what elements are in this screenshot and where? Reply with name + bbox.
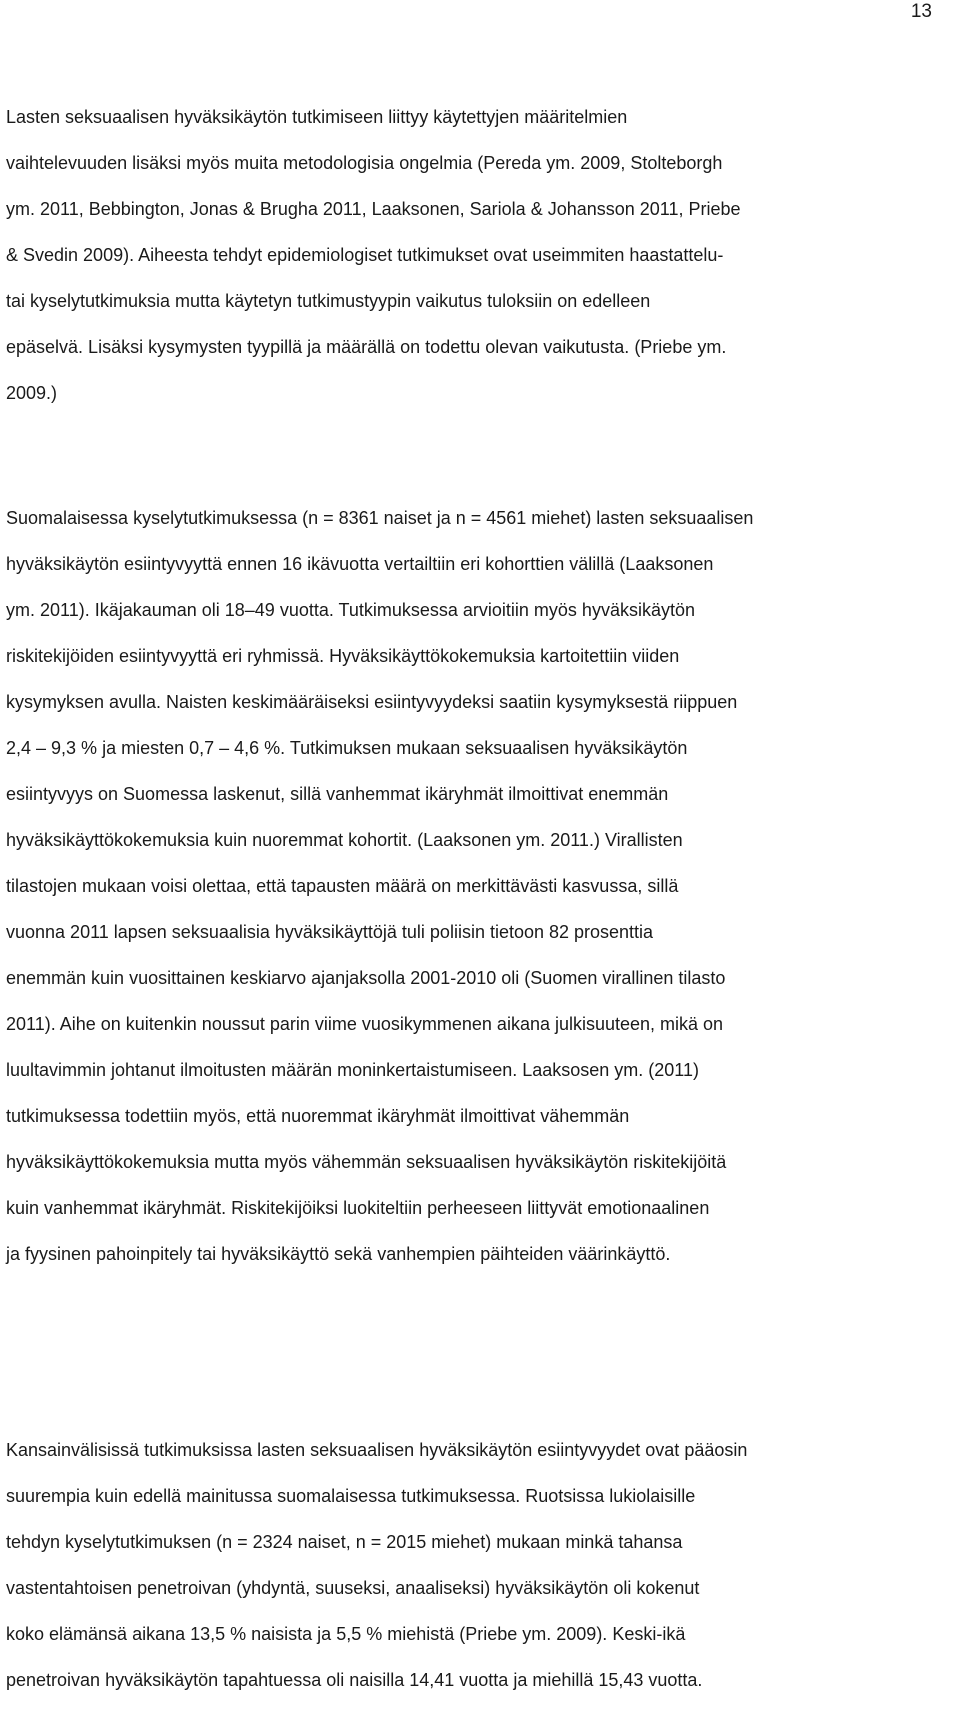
text-line: Lasten seksuaalisen hyväksikäytön tutkimiseen liittyy käytettyjen määritelmien [6,107,628,127]
text-line: vaihtelevuuden lisäksi myös muita metodologisia ongelmia (Pereda ym. 2009, Stolteborgh [6,153,723,173]
text-line: ym. 2011). Ikäjakauman oli 18–49 vuotta. Tutkimuksessa arvioitiin myös hyväksikäytön [6,600,695,620]
paragraph-international-studies [6,1427,954,1703]
page-number: 13 [910,1,932,22]
text-line: epäselvä. Lisäksi kysymysten tyypillä ja määrällä on todettu olevan vaikutusta. (Priebe ym. [6,337,727,357]
text-line: kysymyksen avulla. Naisten keskimääräiseksi esiintyvyydeksi saatiin kysymyksestä riippuen [6,692,738,712]
text-line: tilastojen mukaan voisi olettaa, että tapausten määrä on merkittävästi kasvussa, sillä [6,876,679,896]
text-line: suurempia kuin edellä mainitussa suomalaisessa tutkimuksessa. Ruotsissa lukiolaisille [6,1486,696,1506]
text-line: & Svedin 2009). Aiheesta tehdyt epidemiologiset tutkimukset ovat useimmiten haastattelu- [6,245,724,265]
text-line: 2009.) [6,383,58,403]
text-line: 2,4 – 9,3 % ja miesten 0,7 – 4,6 %. Tutkimuksen mukaan seksuaalisen hyväksikäytön [6,738,688,758]
text-line: tai kyselytutkimuksia mutta käytetyn tutkimustyypin vaikutus tuloksiin on edelleen [6,291,651,311]
text-line: ym. 2011, Bebbington, Jonas & Brugha 2011, Laaksonen, Sariola & Johansson 2011, Priebe [6,199,741,219]
paragraph-finnish-survey [6,495,954,1277]
text-line: hyväksikäyttökokemuksia kuin nuoremmat kohortit. (Laaksonen ym. 2011.) Virallisten [6,830,683,850]
text-line: esiintyvyys on Suomessa laskenut, sillä vanhemmat ikäryhmät ilmoittivat enemmän [6,784,669,804]
text-line: Suomalaisessa kyselytutkimuksessa (n = 8361 naiset ja n = 4561 miehet) lasten seksuaalisen [6,508,754,528]
text-line: kuin vanhemmat ikäryhmät. Riskitekijöiksi luokiteltiin perheeseen liittyvät emotionaalinen [6,1198,710,1218]
text-line: vastentahtoisen penetroivan (yhdyntä, suuseksi, anaaliseksi) hyväksikäytön oli kokenut [6,1578,700,1598]
text-line: Kansainvälisissä tutkimuksissa lasten seksuaalisen hyväksikäytön esiintyvyydet ovat pääosin [6,1440,748,1460]
text-line: hyväksikäyttökokemuksia mutta myös vähemmän seksuaalisen hyväksikäytön riskitekijöitä [6,1152,727,1172]
text-line: koko elämänsä aikana 13,5 % naisista ja 5,5 % miehistä (Priebe ym. 2009). Keski-ikä [6,1624,686,1644]
text-line: ja fyysinen pahoinpitely tai hyväksikäyttö sekä vanhempien päihteiden väärinkäyttö. [6,1244,671,1264]
text-line: 2011). Aihe on kuitenkin noussut parin viime vuosikymmenen aikana julkisuuteen, mikä on [6,1014,724,1034]
text-line: tutkimuksessa todettiin myös, että nuoremmat ikäryhmät ilmoittivat vähemmän [6,1106,630,1126]
paragraph-methodological-problems [6,94,954,416]
text-line: riskitekijöiden esiintyvyyttä eri ryhmissä. Hyväksikäyttökokemuksia kartoitettiin viiden [6,646,680,666]
text-line: luultavimmin johtanut ilmoitusten määrän moninkertaistumiseen. Laaksosen ym. (2011) [6,1060,699,1080]
text-line: enemmän kuin vuosittainen keskiarvo ajanjaksolla 2001-2010 oli (Suomen virallinen tilasto [6,968,726,988]
text-line: tehdyn kyselytutkimuksen (n = 2324 naiset, n = 2015 miehet) mukaan minkä tahansa [6,1532,683,1552]
text-line: penetroivan hyväksikäytön tapahtuessa oli naisilla 14,41 vuotta ja miehillä 15,43 vuotta. [6,1670,703,1690]
text-line: hyväksikäytön esiintyvyyttä ennen 16 ikävuotta vertailtiin eri kohorttien välillä (Laaksonen [6,554,714,574]
text-line: vuonna 2011 lapsen seksuaalisia hyväksikäyttöjä tuli poliisin tietoon 82 prosenttia [6,922,654,942]
